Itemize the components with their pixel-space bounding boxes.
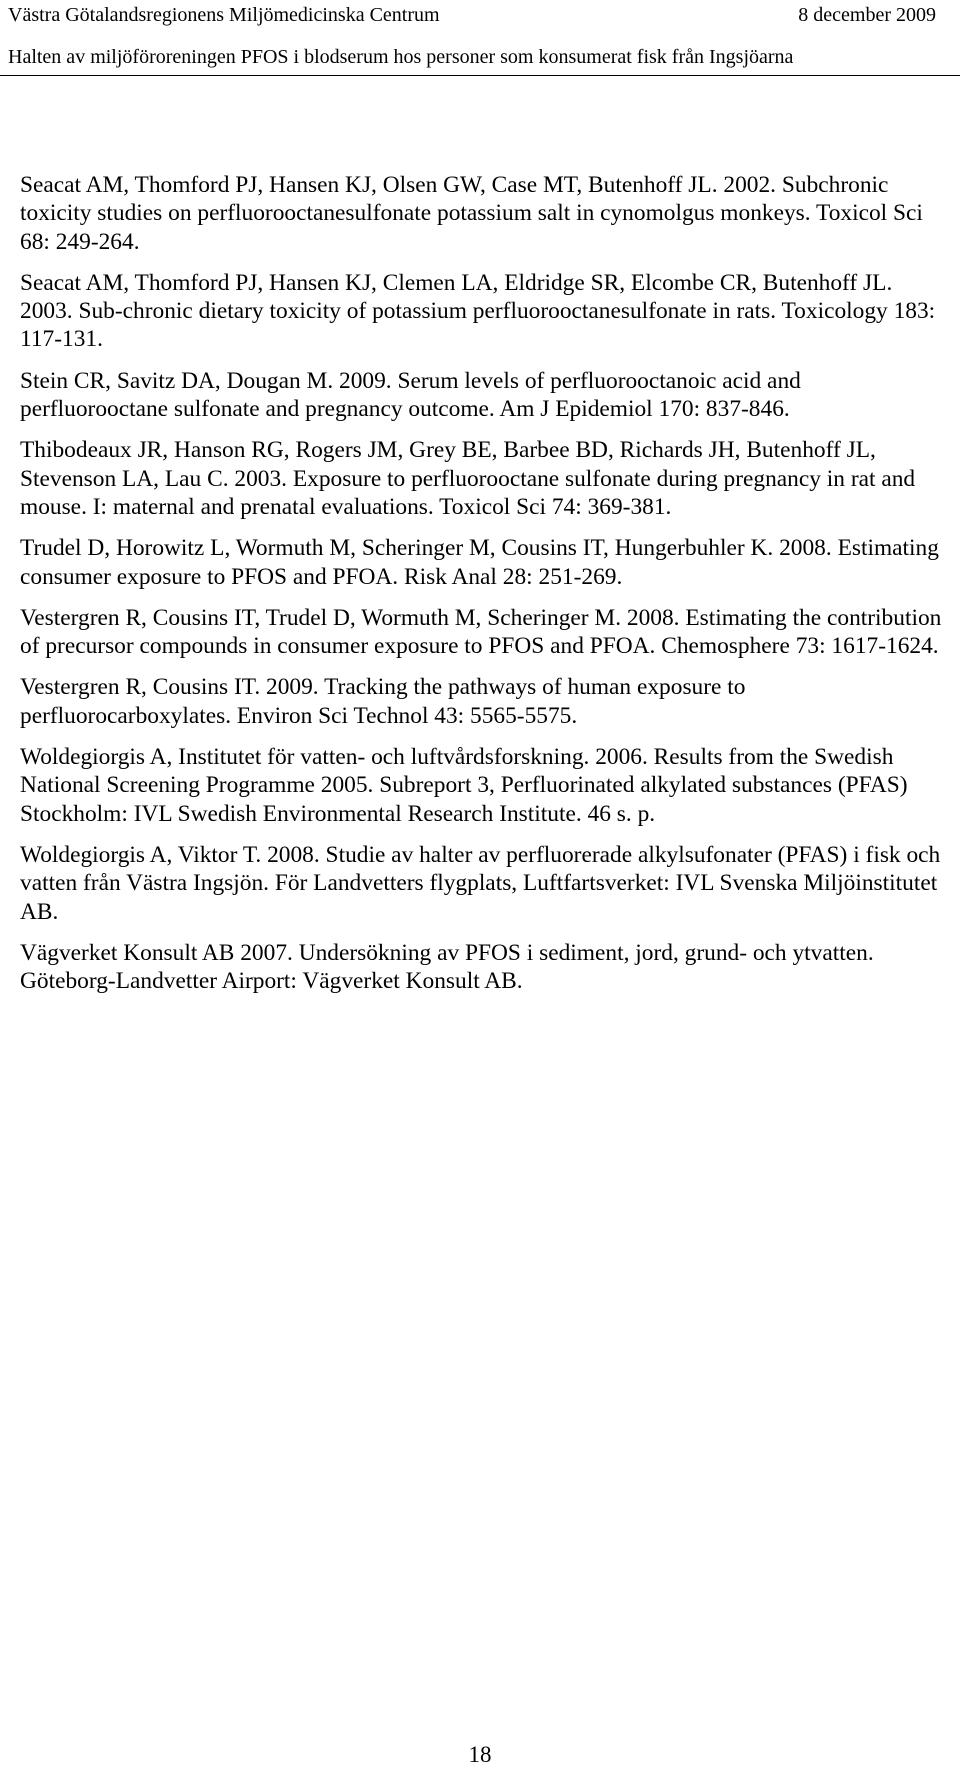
header-organization: Västra Götalandsregionens Miljömedicinska Centrum	[8, 4, 440, 26]
reference-item: Seacat AM, Thomford PJ, Hansen KJ, Olsen GW, Case MT, Butenhoff JL. 2002. Subchronic toxicity studies on perfluorooctanesulfonate potassium salt in cynomolgus monkeys. Toxicol Sci 68: 249-264.	[20, 172, 923, 255]
reference-item: Woldegiorgis A, Viktor T. 2008. Studie av halter av perfluorerade alkylsufonater (PFAS) i fisk och vatten från Västra Ingsjön. För Landvetters flygplats, Luftfartsverket: IVL Svenska Miljöinstitutet AB.	[20, 841, 941, 925]
reference-list	[20, 171, 950, 1008]
page-number: 18	[468, 1742, 492, 1767]
reference-item: Trudel D, Horowitz L, Wormuth M, Scheringer M, Cousins IT, Hungerbuhler K. 2008. Estimating consumer exposure to PFOS and PFOA. Risk Anal 28: 251-269.	[20, 535, 939, 590]
reference-item: Woldegiorgis A, Institutet för vatten- och luftvårdsforskning. 2006. Results from the Swedish National Screening Programme 2005. Subreport 3, Perfluorinated alkylated substances (PFAS) Stockholm: IVL Swedish Environmental Research Institute. 46 s. p.	[20, 744, 908, 827]
header-report-title: Halten av miljöföroreningen PFOS i blodserum hos personer som konsumerat fisk från Ingsjöarna	[8, 46, 794, 68]
page-header	[0, 0, 960, 76]
reference-item: Thibodeaux JR, Hanson RG, Rogers JM, Grey BE, Barbee BD, Richards JH, Butenhoff JL, Stevenson LA, Lau C. 2003. Exposure to perfluorooctane sulfonate during pregnancy in rat and mouse. I: maternal and prenatal evaluations. Toxicol Sci 74: 369-381.	[20, 437, 916, 520]
reference-item: Vestergren R, Cousins IT. 2009. Tracking the pathways of human exposure to perfluorocarboxylates. Environ Sci Technol 43: 5565-5575.	[20, 674, 746, 729]
reference-item: Stein CR, Savitz DA, Dougan M. 2009. Serum levels of perfluorooctanoic acid and perfluorooctane sulfonate and pregnancy outcome. Am J Epidemiol 170: 837-846.	[20, 367, 801, 423]
reference-item: Vägverket Konsult AB 2007. Undersökning av PFOS i sediment, jord, grund- och ytvatten. Göteborg-Landvetter Airport: Vägverket Konsult AB.	[20, 939, 874, 995]
header-date: 8 december 2009	[798, 4, 936, 26]
reference-item: Vestergren R, Cousins IT, Trudel D, Wormuth M, Scheringer M. 2008. Estimating the contribution of precursor compounds in consumer exposure to PFOS and PFOA. Chemosphere 73: 1617-1624.	[20, 604, 942, 660]
reference-item: Seacat AM, Thomford PJ, Hansen KJ, Clemen LA, Eldridge SR, Elcombe CR, Butenhoff JL. 2003. Sub-chronic dietary toxicity of potassium perfluorooctanesulfonate in rats. Toxicology 183: 117-131.	[20, 269, 936, 353]
